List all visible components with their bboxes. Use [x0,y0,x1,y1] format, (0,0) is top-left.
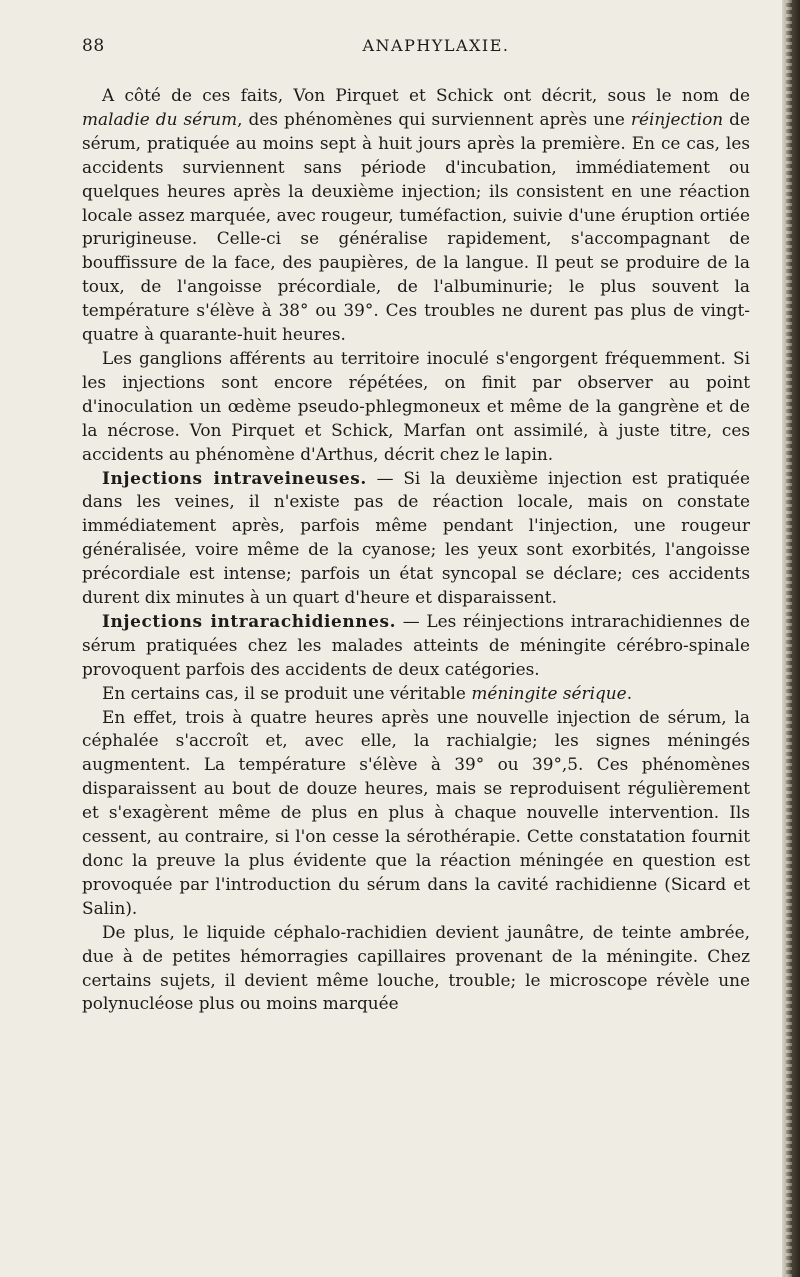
text-segment: En effet, trois à quatre heures après une nouvelle injection de sérum, la céphalée s'accroît et, avec elle, la rachialgie; les signes méningés augmentent. La température s'élève à 39° ou 39°,5. Ces phénomènes disparaissent au bout de douze heures, mais se reproduisent régulièrement et s'exagèrent même de plus en plus à chaque nouvelle intervention. Ils cessent, au contraire, si l'on cesse la sérothérapie. Cette constatation fournit donc la preuve la plus évidente que la réaction méningée en question est provoquée par l'introduction du sérum dans la cavité rachidienne (Sicard et Salin). [82,706,750,918]
text-segment: En certains cas, il se produit une véritable [102,682,472,703]
running-title: ANAPHYLAXIE. [362,36,510,55]
paragraph-intravenous [82,467,750,610]
text-segment: , des phénomènes qui surviennent après une [237,108,631,129]
page-number: 88 [82,36,105,56]
paragraph-serum-sickness [82,84,750,347]
text-segment: de sérum, pratiquée au moins sept à huit jours après la première. En ce cas, les accidents surviennent sans période d'incubation, immédiatement ou quelques heures après la deuxième injection; ils consistent en une réaction locale assez marquée, avec rougeur, tuméfaction, suivie d'une éruption ortiée prurigineuse. Celle-ci se généralise rapidement, s'accompagnant de bouffissure de la face, des paupières, de la langue. Il peut se produire de la toux, de l'angoisse précordiale, de l'albuminurie; le plus souvent la température s'élève à 38° ou 39°. Ces troubles ne durent pas plus de vingt-quatre à quarante-huit heures. [82,108,750,345]
body-text [82,84,750,1016]
italic-term: réinjection [630,108,724,129]
italic-term: méningite sérique [471,682,627,703]
running-head [82,36,750,58]
paragraph-serum-meningitis [82,682,750,706]
text-segment: A côté de ces faits, Von Pirquet et Schick ont décrit, sous le nom de [102,85,750,105]
italic-term: maladie du sérum [82,108,238,129]
paragraph-intrathecal [82,610,750,682]
paragraph-ganglions [82,347,750,467]
text-segment: . [626,682,633,703]
text-segment: De plus, le liquide céphalo-rachidien devient jaunâtre, de teinte ambrée, due à de petites hémorragies capillaires provenant de la méningite. Chez certains sujets, il devient même louche, trouble; le microscope révèle une polynucléose plus ou moins marquée [82,921,750,1014]
paragraph-csf [82,921,750,1017]
paragraph-effects [82,706,750,921]
section-heading-intravenous: Injections intraveineuses. [102,467,367,488]
text-segment: — Les réinjections intrarachidiennes de sérum pratiquées chez les malades atteints de méningite cérébro-spinale provoquent parfois des accidents de deux catégories. [82,610,750,679]
page-edge-shadow [782,0,800,1277]
section-heading-intrathecal: Injections intrarachidiennes. [102,610,397,631]
text-segment: — Si la deuxième injection est pratiquée dans les veines, il n'existe pas de réaction locale, mais on constate immédiatement après, parfois même pendant l'injection, une rougeur généralisée, voire même de la cyanose; les yeux sont exorbités, l'angoisse précordiale est intense; parfois un état syncopal se déclare; ces accidents durent dix minutes à un quart d'heure et disparaissent. [82,467,751,608]
text-segment: Les ganglions afférents au territoire inoculé s'engorgent fréquemment. Si les injections sont encore répétées, on finit par observer au point d'inoculation un œdème pseudo-phlegmoneux et même de la gangrène et de la nécrose. Von Pirquet et Schick, Marfan ont assimilé, à juste titre, ces accidents au phénomène d'Arthus, décrit chez le lapin. [82,347,750,464]
